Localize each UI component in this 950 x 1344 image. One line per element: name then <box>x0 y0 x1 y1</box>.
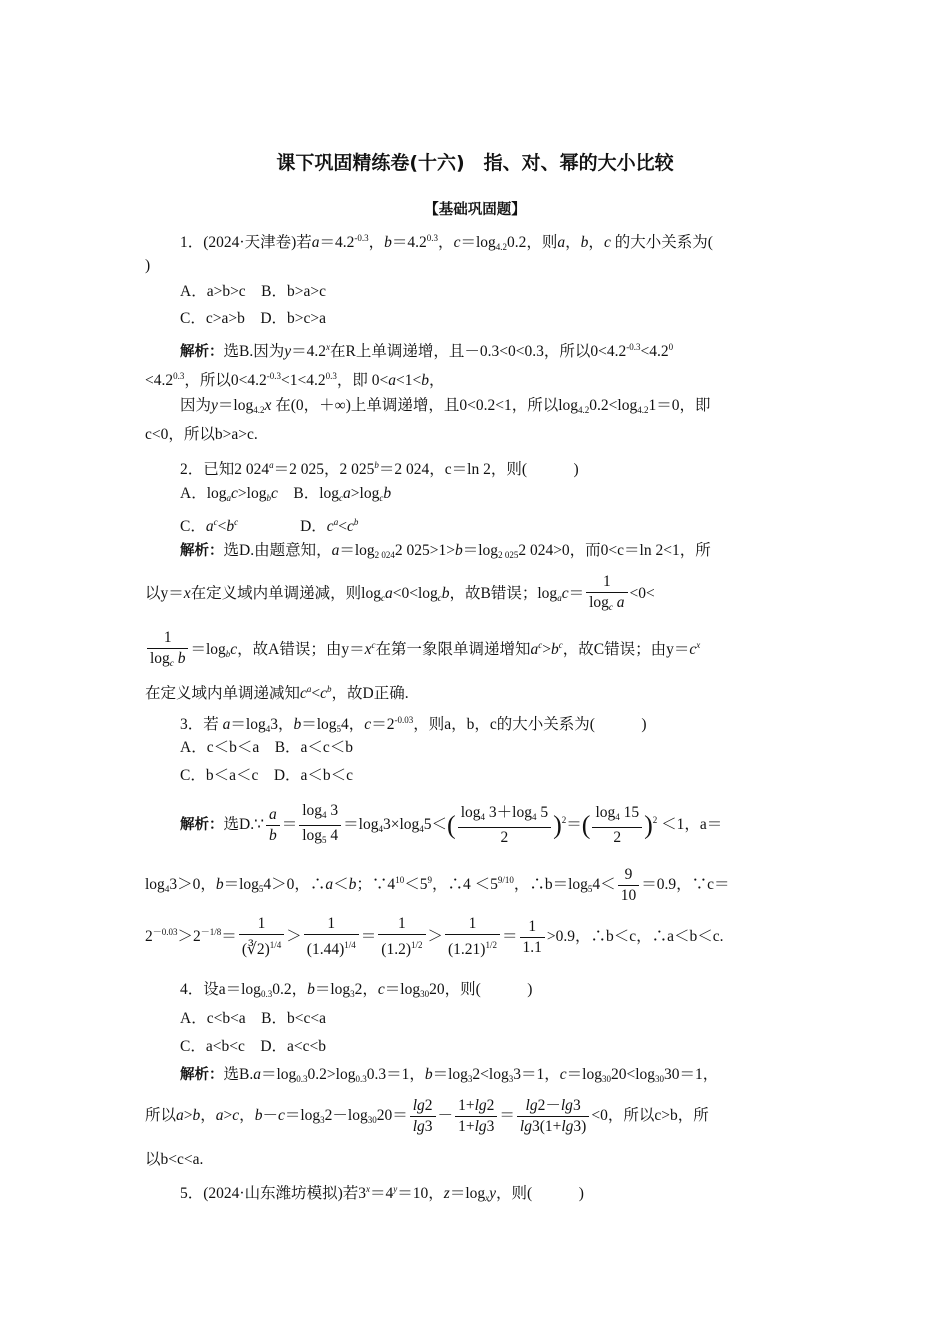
q3-solution-line2: $\log_43>0$，$b=\log_54>0$，∴a＜b；$\because 4^{10}<5^9$，∴4 $<5^{9/10}$，$\therefore b=\log_54<$ $\frac{9}{10}$ ＝0.9，∵c＝ <box>145 865 730 904</box>
q3-solution-line3: $2^{-0.03}>2^{-1/8}=$ $\frac{1}{(∛2)^{1/4}}$ ＞ $\frac{1}{(1.44)^{1/4}}$ ＝ $\frac{1}{(1.2)^{1/2}}$ ＞ $\frac{1}{(1.21)^{1/2}}$ ＝ $\frac{1}{1.1}$ >0.9，∴b＜c，∴a＜b＜c. <box>145 915 724 959</box>
q4-stem: 4．设$a=\log_{0.3}0.2$，$b=\log_32$，$c=\log_{30}20$，则( ) <box>180 981 533 999</box>
q2-options-cd: C．$a^c<b^c$ D．$c^a<c^b$ <box>180 517 359 535</box>
q1-stem-end: ) <box>145 257 151 274</box>
q3-solution-line1: 解析：选D.∵ $\frac{a}{b}$ ＝ $\frac{\log_4 3}{\log_5 4}$ $=\log_43\times\log_45<$( $\frac{\log_4 3+\log_4 5}{2}$ )$^2$＝( $\frac{\log_4 15}{2}$ )$^2$ ＜1，a＝ <box>180 801 723 846</box>
q4-options-cd: C．a<b<c D．a<c<b <box>180 1038 327 1055</box>
section-heading: 【基础巩固题】 <box>424 202 526 218</box>
q2-stem: 2．已知2 $024^a=2$ 025，2 $025^b=2$ 024，c＝ln 2，则( ) <box>180 460 579 478</box>
q1-solution-line4: c<0，所以b>a>c. <box>145 426 258 443</box>
q1-solution-line2: $<4.2^{0.3}$，所以$0<4.2^{-0.3}<1<4.2^{0.3}$，即 0<a<1<b， <box>145 371 445 389</box>
q4-solution-line3: 以b<c<a. <box>145 1151 204 1168</box>
q4-solution-line1: 解析：选$B.a=\log_{0.3}0.2>\log_{0.3}0.3=1$，$b=\log_32<\log_33=1$，$c=\log_{30}20<\log_{30}30=1$， <box>180 1066 719 1084</box>
q5-stem: 5．(2024·山东潍坊模拟)若$3^x=4^y=10$，$z=\log_xy$，则( ) <box>180 1184 584 1203</box>
q4-solution-line2: 所以a>b，a>c，$b-c=\log_32-\log_{30}20=$ $\frac{\lg 2}{\lg 3}$ － $\frac{1+\lg 2}{1+\lg 3}$ ＝ $\frac{\lg 2-\lg 3}{\lg 3(1+\lg 3)}$ <0，所以c>b，所 <box>145 1097 709 1135</box>
q4-options-ab: A．c<b<a B．b<c<a <box>180 1010 327 1027</box>
q1-stem: 1．(2024·天津卷)若$a=4.2^{-0.3}$，$b=4.2^{0.3}$，$c=\log_{4.2}0.2$，则a，b，c 的大小关系为( <box>180 233 713 252</box>
q2-solution-line2: 以y＝x在定义域内单调递减，则$\log_ca<0<\log_cb$，故B错误；$\log_ac=$ $\frac{1}{\log_c a}$ <0< <box>145 573 655 612</box>
q3-stem: 3．若 $a=\log_43$，$b=\log_54$，$c=2^{-0.03}$，则a，b，c的大小关系为( ) <box>180 715 647 734</box>
q2-solution-line3: $\frac{1}{\log_c b}$ $=\log_bc$，故A错误；由$y=x^c$在第一象限单调递增知$a^c>b^c$，故C错误；由$y=c^x$ <box>145 628 805 673</box>
q1-options-ab: A．a>b>c B．b>a>c <box>180 283 327 300</box>
q2-solution-line1: 解析：选D.由题意知，$a=\log_{2 024}2$ $025>1>b=\log_{2 025}2$ 024>0，而0<c＝ln 2<1，所 <box>180 542 711 560</box>
q1-solution-line3: 因为$y=\log_{4.2}x$ 在(0，＋∞)上单调递增，且0<0.2<1，所以$\log_{4.2}0.2<\log_{4.2}1=0$，即 <box>180 397 711 415</box>
q1-solution-line1: 解析：选B.因为$y=4.2^x$在R上单调递增，且－0.3<0<0.3，所以$0<4.2^{-0.3}<4.2^0$ <box>180 342 674 360</box>
q1-options-cd: C．c>a>b D．b>c>a <box>180 310 327 327</box>
q3-options-ab: A．c＜b＜a B．a＜c＜b <box>180 739 354 756</box>
page-title: 课下巩固精练卷(十六) 指、对、幂的大小比较 <box>276 152 674 174</box>
q2-options-ab: A．$\log_ac>\log_bc$ B．$\log_ca>\log_cb$ <box>180 485 392 503</box>
q3-options-cd: C．b＜a＜c D．a＜b＜c <box>180 767 354 784</box>
q2-solution-line4: 在定义域内单调递减知$c^a<c^b$，故D正确. <box>145 684 409 702</box>
